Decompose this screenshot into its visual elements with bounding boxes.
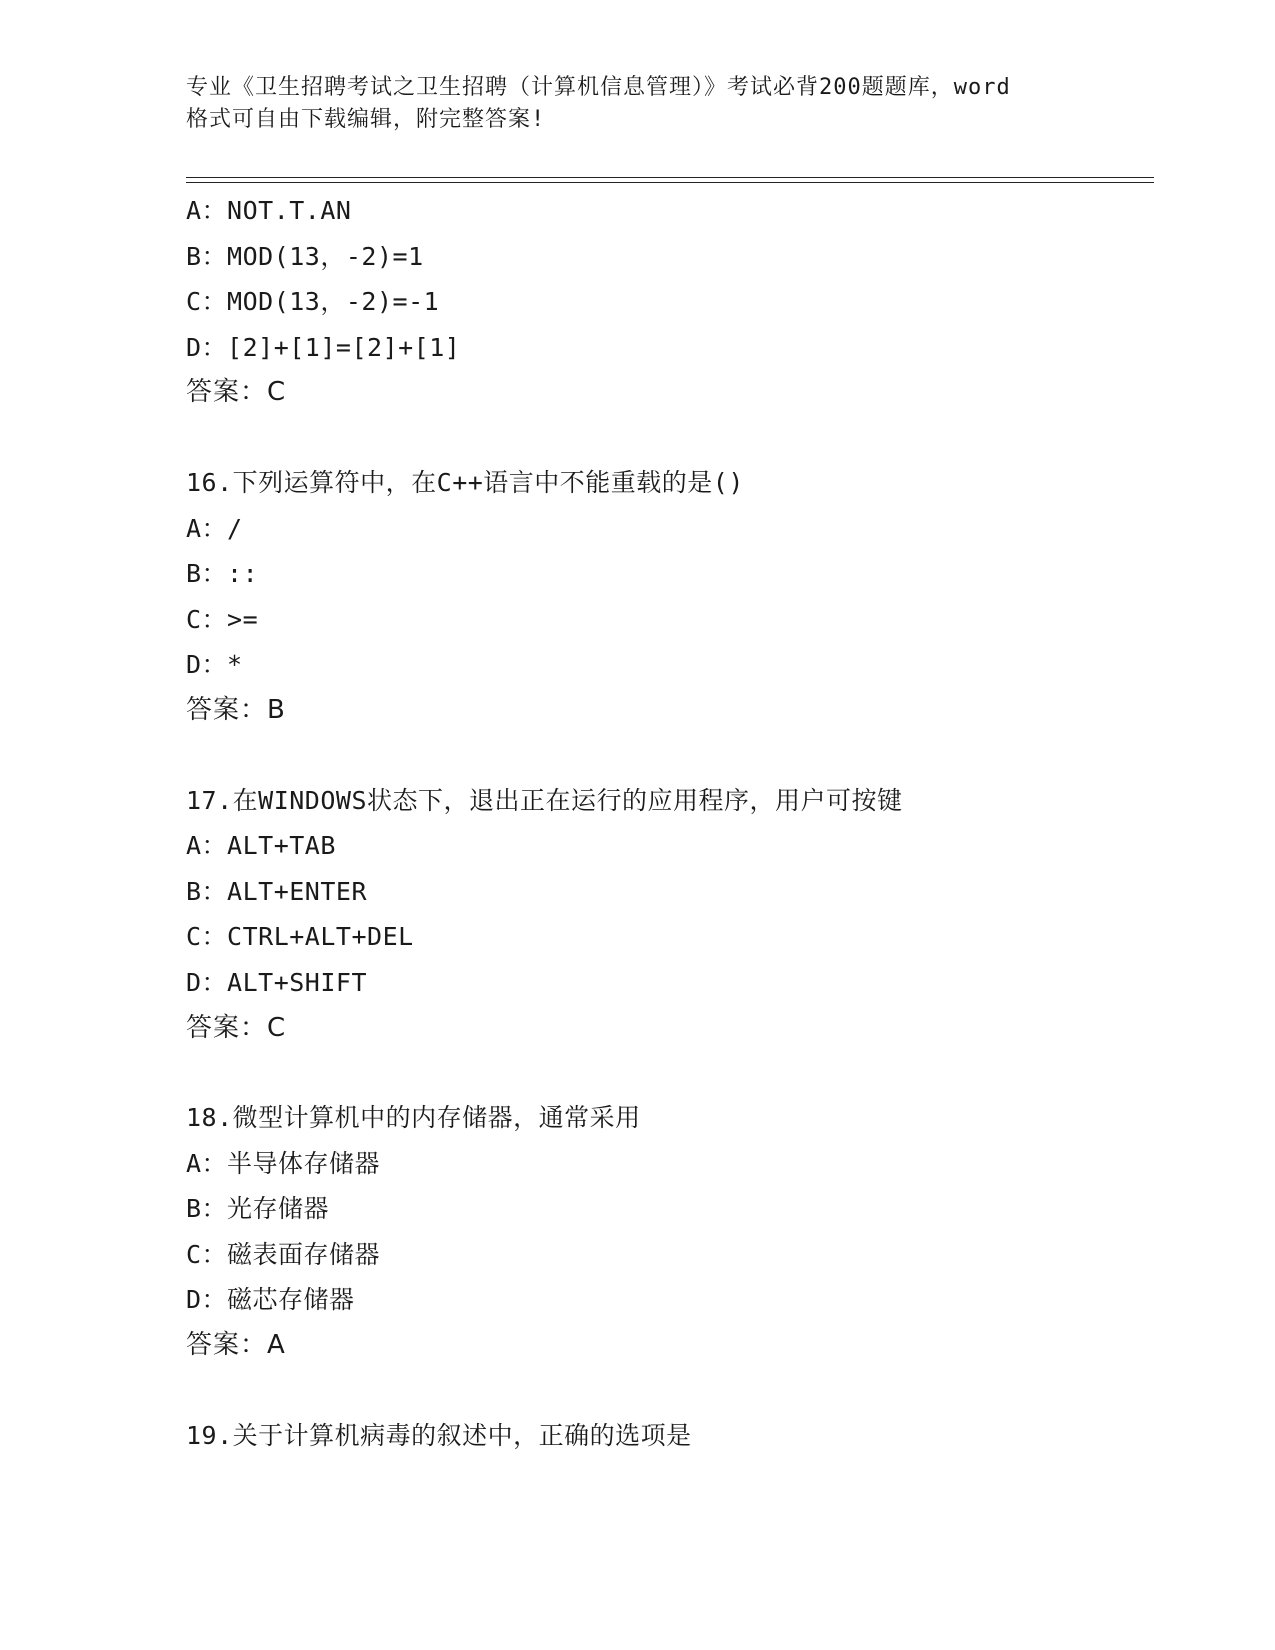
question-block-18 bbox=[186, 1095, 1146, 1369]
question-block-15 bbox=[186, 188, 1146, 416]
answer: 答案：A bbox=[186, 1330, 286, 1361]
option-c: C：>= bbox=[186, 604, 259, 634]
spacer bbox=[186, 734, 1146, 778]
question-block-19 bbox=[186, 1413, 1146, 1459]
header-divider-top bbox=[186, 177, 1154, 178]
answer: 答案：B bbox=[186, 694, 286, 725]
option-a: A：NOT.T.AN bbox=[186, 196, 352, 225]
option-c: C：磁表面存储器 bbox=[186, 1239, 381, 1269]
question-block-16 bbox=[186, 460, 1146, 734]
spacer bbox=[186, 1051, 1146, 1095]
option-b: B：光存储器 bbox=[186, 1194, 330, 1224]
option-b: B：:: bbox=[186, 559, 259, 589]
question-text: 18.微型计算机中的内存储器，通常采用 bbox=[186, 1103, 641, 1133]
spacer bbox=[186, 1369, 1146, 1413]
header-line-2: 格式可自由下载编辑，附完整答案! bbox=[186, 107, 546, 132]
option-d: D：磁芯存储器 bbox=[186, 1285, 355, 1315]
option-a: A：半导体存储器 bbox=[186, 1148, 381, 1178]
option-b: B：ALT+ENTER bbox=[186, 876, 368, 906]
option-d: D：* bbox=[186, 650, 243, 680]
question-text: 19.关于计算机病毒的叙述中，正确的选项是 bbox=[186, 1420, 692, 1450]
question-text: 17.在WINDOWS状态下，退出正在运行的应用程序，用户可按键 bbox=[186, 785, 903, 815]
option-b: B：MOD(13，-2)=1 bbox=[186, 241, 424, 271]
option-d: D：[2]+[1]=[2]+[1] bbox=[186, 332, 461, 362]
option-c: C：CTRL+ALT+DEL bbox=[186, 922, 414, 952]
option-d: D：ALT+SHIFT bbox=[186, 967, 368, 997]
header-line-1: 专业《卫生招聘考试之卫生招聘（计算机信息管理）》考试必背200题题库，word bbox=[186, 75, 1011, 100]
option-a: A：ALT+TAB bbox=[186, 831, 336, 861]
document-header bbox=[186, 72, 1106, 136]
answer: 答案：C bbox=[186, 377, 287, 408]
question-block-17 bbox=[186, 778, 1146, 1052]
question-text: 16.下列运算符中，在C++语言中不能重载的是() bbox=[186, 467, 744, 497]
spacer bbox=[186, 416, 1146, 460]
document-body bbox=[186, 188, 1146, 1458]
option-c: C：MOD(13，-2)=-1 bbox=[186, 287, 440, 317]
answer: 答案：C bbox=[186, 1012, 287, 1043]
header-divider-bottom bbox=[186, 182, 1154, 183]
option-a: A：/ bbox=[186, 513, 243, 543]
